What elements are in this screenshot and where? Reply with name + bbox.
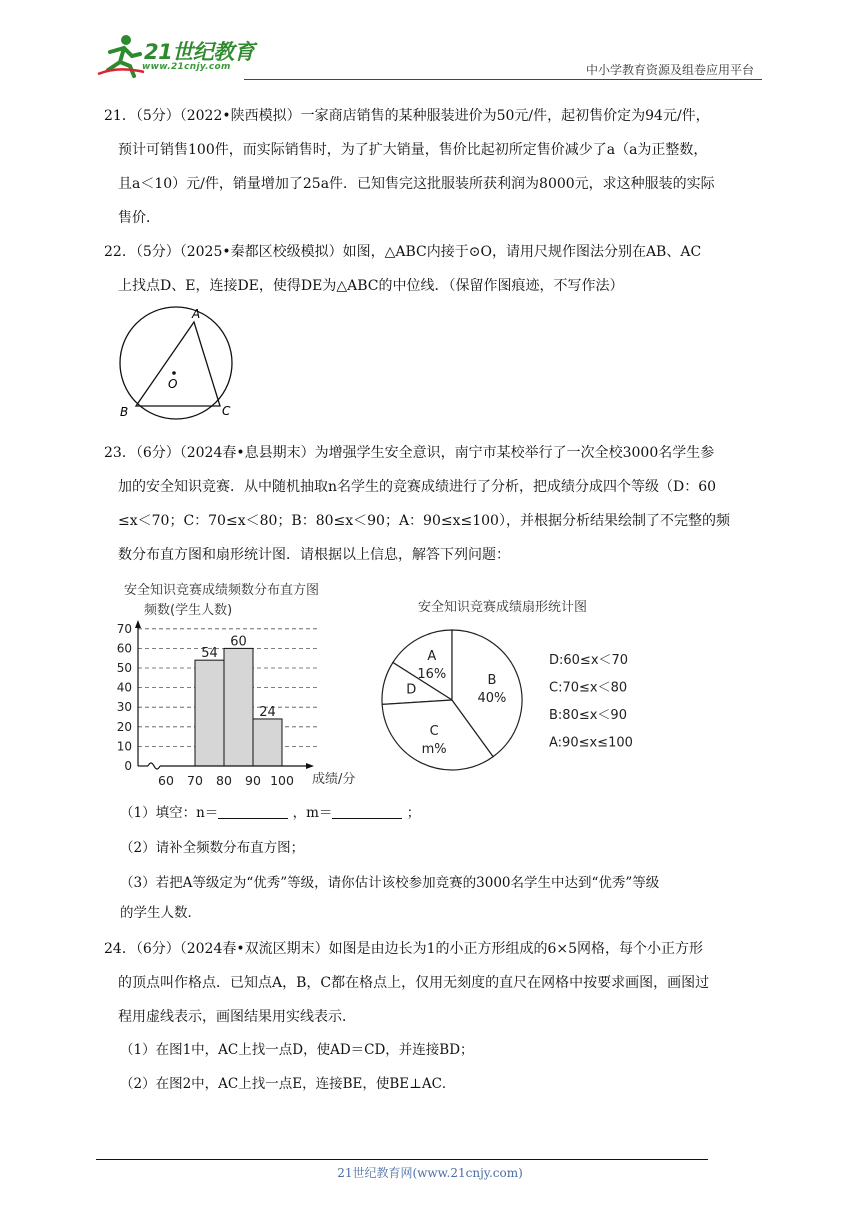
bar-data-label: 24 <box>259 704 276 720</box>
q21-line: 21．（5分）（2022•陕西模拟）一家商店销售的某种服装进价为50元/件，起初售价定为94元/件， <box>104 108 710 124</box>
q23-line: ≤x＜70；C：70≤x＜80；B：80≤x＜90；A：90≤x≤100），并根据分析结果绘制了不完整的频 <box>118 513 730 529</box>
x-tick-label: 80 <box>216 773 232 788</box>
x-tick-label: 90 <box>245 773 261 788</box>
q23-item-2: （2）请补全频数分布直方图； <box>120 840 305 856</box>
histogram-title: 安全知识竞赛成绩频数分布直方图 <box>124 583 320 598</box>
pie-slice-name: A <box>427 649 437 665</box>
answer-blank-n[interactable] <box>218 804 288 819</box>
y-tick-label: 50 <box>116 661 132 675</box>
label-c: C <box>222 404 231 418</box>
q21-line: 售价． <box>118 210 160 226</box>
q22-line: 22．（5分）（2025•秦都区校级模拟）如图，△ABC内接于⊙O，请用尺规作图法分别在AB、AC <box>104 244 702 260</box>
q23-line: 23．（6分）（2024春•息县期末）为增强学生安全意识，南宁市某校举行了一次全校3000名学生参 <box>104 445 715 461</box>
pie-legend-item: B:80≤x＜90 <box>549 708 627 723</box>
label-b: B <box>120 405 129 419</box>
q23-item-3-cont: 的学生人数． <box>120 905 201 921</box>
triangle-abc <box>136 322 220 406</box>
q24-item-2: （2）在图2中，AC上找一点E，连接BE，使BE⊥AC． <box>120 1076 456 1092</box>
q24-item-1: （1）在图1中，AC上找一点D，使AD＝CD，并连接BD； <box>120 1042 474 1058</box>
axis-break-icon <box>148 763 160 769</box>
pie-slice-name: B <box>487 673 497 689</box>
q23-line: 数分布直方图和扇形统计图．请根据以上信息，解答下列问题： <box>118 547 510 563</box>
histogram-bar <box>195 660 224 766</box>
histogram-chart <box>108 578 378 792</box>
q21-line: 且a＜10）元/件，销量增加了25a件．已知售完这批服装所获利润为8000元，求这种服装的实际 <box>118 176 715 192</box>
pie-chart <box>372 592 662 792</box>
pie-slice-label: m% <box>421 742 447 758</box>
q23-item1-text-m: ，m＝ <box>292 805 333 821</box>
question-24 <box>104 932 760 1034</box>
platform-name: 中小学教育资源及组卷应用平台 <box>585 63 754 77</box>
pie-slice-name: C <box>429 724 439 740</box>
q23-item-1 <box>120 798 420 828</box>
label-a: A <box>192 307 201 321</box>
q24-line: 24．（6分）（2024春•双流区期末）如图是由边长为1的小正方形组成的6×5网格，每个小正方形 <box>104 941 704 957</box>
logo-url: www.21cnjy.com <box>142 62 231 72</box>
y-tick-label: 60 <box>116 641 132 656</box>
q23-item-3: （3）若把A等级定为“优秀”等级，请你估计该校参加竞赛的3000名学生中达到“优秀”等级 <box>120 875 660 891</box>
pie-slice-name: D <box>406 682 417 698</box>
q23-item1-end: ； <box>406 805 421 821</box>
q21-line: 预计可销售100件，而实际销售时，为了扩大销量，售价比起初所定售价减少了a（a为正整数， <box>118 142 708 158</box>
pie-slice-label: 16% <box>417 667 447 683</box>
question-22 <box>104 235 760 303</box>
y-tick-label: 0 <box>124 759 132 773</box>
pie-legend-item: A:90≤x≤100 <box>549 735 633 751</box>
bar-data-label: 54 <box>201 646 218 662</box>
logo-text: 21世纪教育 <box>144 40 255 64</box>
pie-legend-item: C:70≤x＜80 <box>549 680 628 696</box>
y-tick-label: 40 <box>116 680 132 695</box>
histogram-bar <box>224 648 253 766</box>
q22-line: 上找点D、E，连接DE，使得DE为△ABC的中位线．（保留作图痕迹，不写作法） <box>118 278 624 294</box>
q24-line: 程用虚线表示，画图结果用实线表示． <box>118 1009 356 1025</box>
y-tick-label: 10 <box>116 739 132 754</box>
page-header <box>96 30 762 82</box>
center-point <box>172 371 176 375</box>
footer-divider <box>96 1159 708 1160</box>
y-axis-arrow-icon <box>135 620 141 628</box>
histogram-xlabel: 成绩/分 <box>312 772 356 787</box>
q24-line: 的顶点叫作格点．已知点A，B，C都在格点上，仅用无刻度的直尺在网格中按要求画图，画图过 <box>118 975 710 991</box>
header-divider <box>244 79 762 80</box>
label-o: O <box>168 377 178 391</box>
footer-text: 21世纪教育网(www.21cnjy.com) <box>337 1166 523 1180</box>
x-tick-label: 60 <box>158 773 174 788</box>
answer-blank-m[interactable] <box>332 804 402 819</box>
circle-triangle-figure <box>112 306 252 426</box>
pie-slice-label: 40% <box>477 691 507 707</box>
runner-logo-icon <box>96 32 146 78</box>
question-21 <box>104 99 760 235</box>
x-tick-label: 100 <box>270 773 294 788</box>
y-tick-label: 20 <box>116 719 132 734</box>
question-23 <box>104 436 760 572</box>
x-tick-label: 70 <box>187 773 203 788</box>
logo <box>96 32 266 78</box>
pie-title: 安全知识竞赛成绩扇形统计图 <box>418 600 588 615</box>
q23-item1-text: （1）填空：n＝ <box>120 805 219 821</box>
q23-line: 加的安全知识竞赛．从中随机抽取n名学生的竞赛成绩进行了分析，把成绩分成四个等级（D：60 <box>118 479 717 495</box>
histogram-ylabel: 频数(学生人数) <box>144 603 233 618</box>
pie-legend-item: D:60≤x＜70 <box>549 653 629 668</box>
circle-o <box>120 307 232 419</box>
y-tick-label: 30 <box>116 700 132 715</box>
histogram-bar <box>253 719 282 766</box>
y-tick-label: 70 <box>116 621 132 636</box>
bar-data-label: 60 <box>230 634 247 650</box>
x-axis-arrow-icon <box>306 763 314 769</box>
